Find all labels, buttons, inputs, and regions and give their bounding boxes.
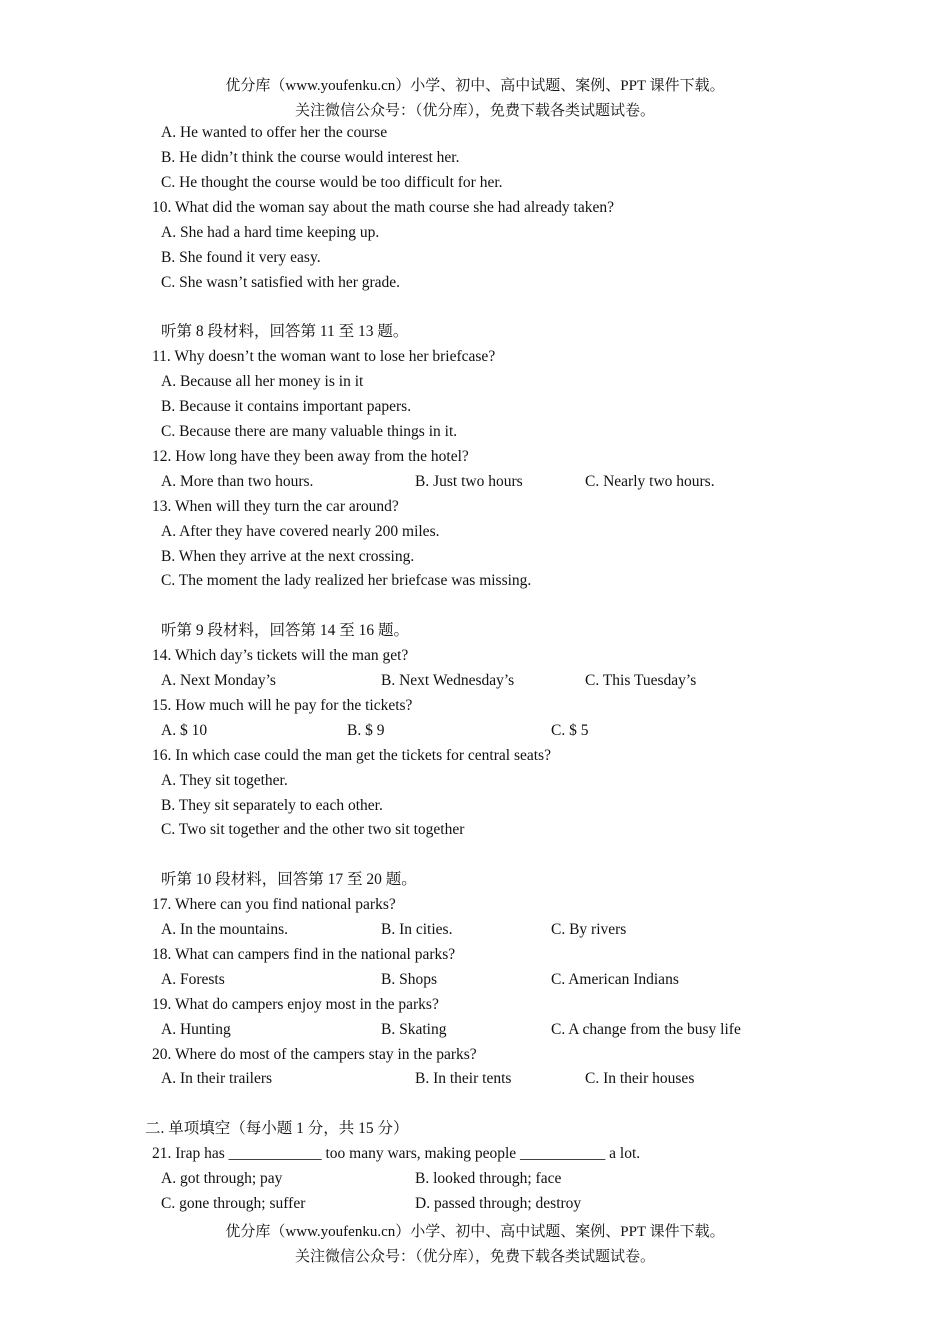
q16-option-c: C. Two sit together and the other two sit together: [161, 821, 465, 838]
q20-option-b: B. In their tents: [415, 1070, 512, 1087]
q9-option-b: B. He didn’t think the course would interest her.: [161, 149, 460, 166]
q12-option-c: C. Nearly two hours.: [585, 473, 715, 490]
q11-stem: 11. Why doesn’t the woman want to lose her briefcase?: [152, 348, 496, 365]
q20-option-a: A. In their trailers: [161, 1070, 273, 1087]
q11-option-b: B. Because it contains important papers.: [161, 398, 412, 415]
q11-option-a: A. Because all her money is in it: [161, 373, 364, 390]
q17-option-c: C. By rivers: [551, 921, 627, 938]
q18-option-a: A. Forests: [161, 971, 225, 988]
q18-stem: 18. What can campers find in the national parks?: [152, 946, 456, 963]
q15-option-a: A. $ 10: [161, 722, 208, 739]
q14-option-b: B. Next Wednesday’s: [381, 672, 515, 689]
q19-option-b: B. Skating: [381, 1021, 447, 1038]
q16-stem: 16. In which case could the man get the tickets for central seats?: [152, 747, 551, 764]
q15-stem: 15. How much will he pay for the tickets?: [152, 697, 413, 714]
q17-stem: 17. Where can you find national parks?: [152, 896, 396, 913]
q17-option-a: A. In the mountains.: [161, 921, 288, 938]
q9-option-c: C. He thought the course would be too difficult for her.: [161, 174, 503, 191]
q21-option-b: B. looked through; face: [415, 1170, 562, 1187]
q16-option-b: B. They sit separately to each other.: [161, 797, 383, 814]
q11-option-c: C. Because there are many valuable things in it.: [161, 423, 458, 440]
q19-option-c: C. A change from the busy life: [551, 1021, 741, 1038]
page-header-line-2: 关注微信公众号：（优分库），免费下载各类试题试卷。: [294, 103, 655, 119]
q14-option-c: C. This Tuesday’s: [585, 672, 697, 689]
q16-option-a: A. They sit together.: [161, 772, 288, 789]
q19-stem: 19. What do campers enjoy most in the parks?: [152, 996, 439, 1013]
page-footer-line-1: 优分库（www.youfenku.cn）小学、初中、高中试题、案例、PPT 课件下载。: [225, 1224, 725, 1240]
q13-option-c: C. The moment the lady realized her briefcase was missing.: [161, 572, 532, 589]
q20-stem: 20. Where do most of the campers stay in the parks?: [152, 1046, 477, 1063]
q9-option-a: A. He wanted to offer her the course: [161, 124, 388, 141]
q17-option-b: B. In cities.: [381, 921, 453, 938]
q12-stem: 12. How long have they been away from the hotel?: [152, 448, 469, 465]
q14-stem: 14. Which day’s tickets will the man get?: [152, 647, 409, 664]
q14-option-a: A. Next Monday’s: [161, 672, 276, 689]
q18-option-c: C. American Indians: [551, 971, 679, 988]
q13-option-a: A. After they have covered nearly 200 miles.: [161, 523, 440, 540]
q12-option-a: A. More than two hours.: [161, 473, 314, 490]
section-8-heading: 听第 8 段材料，回答第 11 至 13 题。: [161, 323, 409, 340]
q21-option-d: D. passed through; destroy: [415, 1195, 582, 1212]
q10-option-a: A. She had a hard time keeping up.: [161, 224, 380, 241]
page-header-line-1: 优分库（www.youfenku.cn）小学、初中、高中试题、案例、PPT 课件下载。: [225, 78, 725, 94]
q15-option-b: B. $ 9: [347, 722, 385, 739]
q21-option-a: A. got through; pay: [161, 1170, 283, 1187]
q10-option-c: C. She wasn’t satisfied with her grade.: [161, 274, 401, 291]
section-10-heading: 听第 10 段材料，回答第 17 至 20 题。: [161, 871, 417, 888]
q13-stem: 13. When will they turn the car around?: [152, 498, 399, 515]
q13-option-b: B. When they arrive at the next crossing.: [161, 548, 415, 565]
q20-option-c: C. In their houses: [585, 1070, 695, 1087]
q18-option-b: B. Shops: [381, 971, 437, 988]
q21-option-c: C. gone through; suffer: [161, 1195, 306, 1212]
section-9-heading: 听第 9 段材料，回答第 14 至 16 题。: [161, 622, 410, 639]
q21-stem: 21. Irap has ____________ too many wars, making people ___________ a lot.: [152, 1145, 641, 1162]
page-footer-line-2: 关注微信公众号：（优分库），免费下载各类试题试卷。: [294, 1249, 655, 1265]
part-2-heading: 二. 单项填空（每小题 1 分，共 15 分）: [145, 1120, 409, 1137]
q15-option-c: C. $ 5: [551, 722, 589, 739]
q12-option-b: B. Just two hours: [415, 473, 523, 490]
q10-stem: 10. What did the woman say about the math course she had already taken?: [152, 199, 614, 216]
q19-option-a: A. Hunting: [161, 1021, 231, 1038]
q10-option-b: B. She found it very easy.: [161, 249, 321, 266]
